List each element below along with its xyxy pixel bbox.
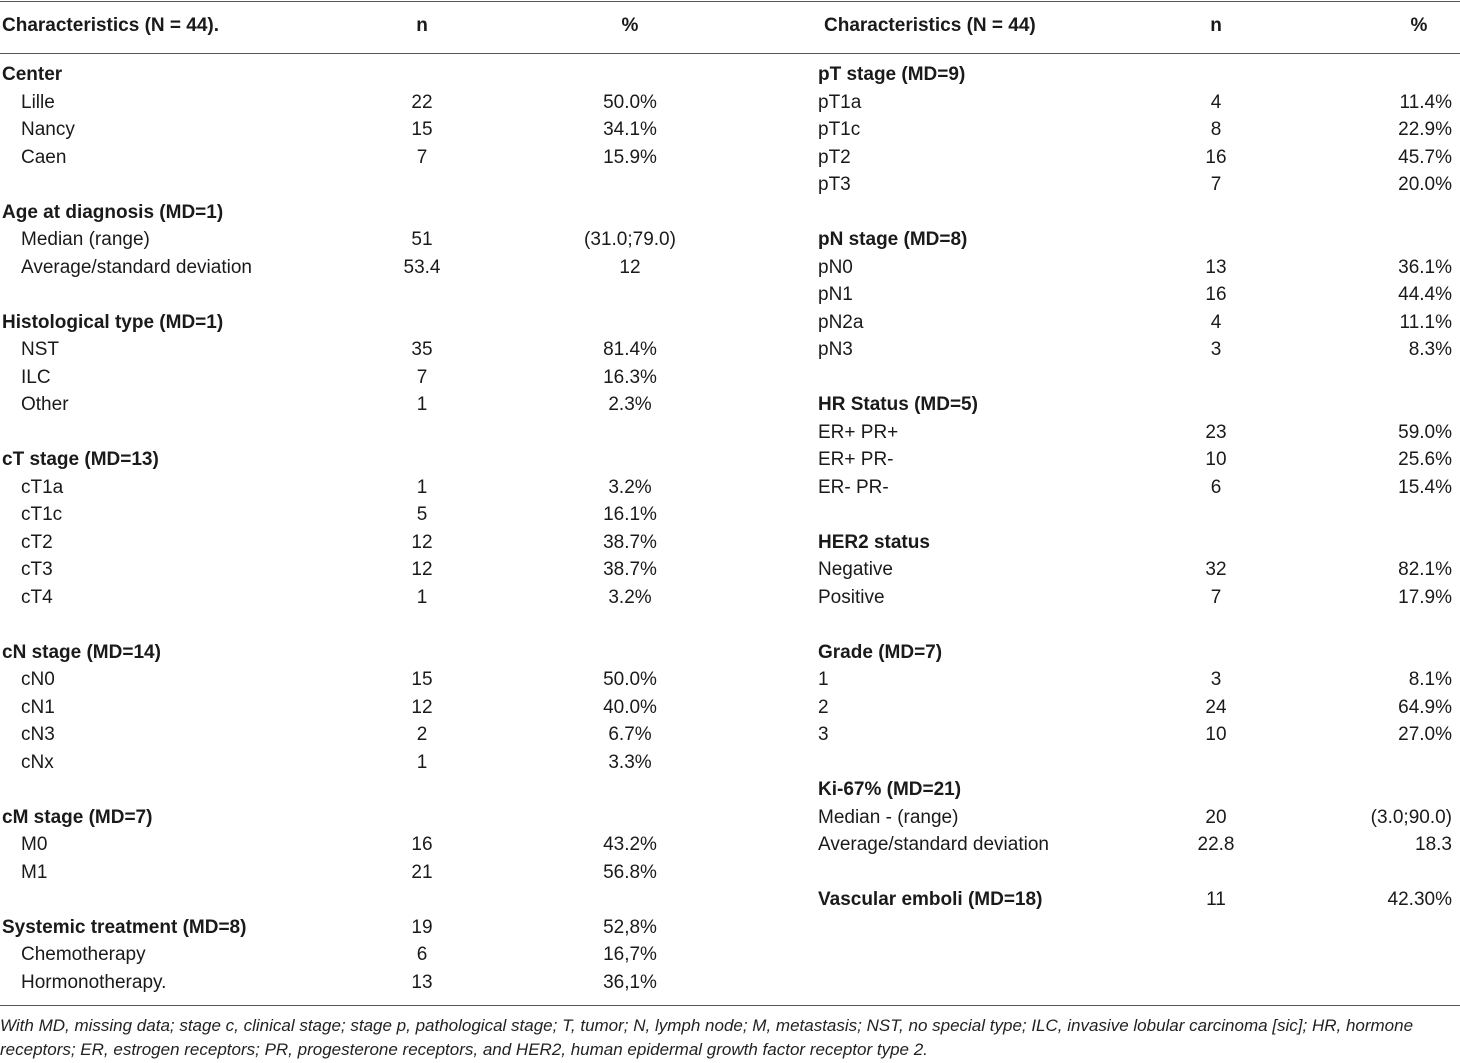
right-row-label: ER- PR- <box>818 477 889 498</box>
right-group-title: Vascular emboli (MD=18) <box>818 889 1043 910</box>
left-row-n: 51 <box>411 229 433 250</box>
right-header-n: n <box>1210 15 1222 36</box>
right-row-label: 1 <box>818 669 829 690</box>
right-group-title: pT stage (MD=9) <box>818 64 966 85</box>
right-row-percent: 82.1% <box>1398 559 1452 580</box>
right-group-title: Grade (MD=7) <box>818 642 943 663</box>
table-rule-bottom <box>0 1005 1460 1006</box>
left-group-title: cT stage (MD=13) <box>2 449 159 470</box>
left-row-percent: 81.4% <box>603 339 657 360</box>
left-row-label: cT3 <box>21 559 53 580</box>
left-row-percent: 34.1% <box>603 119 657 140</box>
left-group-title: Histological type (MD=1) <box>2 312 224 333</box>
left-row-n: 2 <box>416 724 428 745</box>
right-header-percent: % <box>1410 15 1428 36</box>
right-row-label: pN0 <box>818 257 853 278</box>
left-row-label: Median (range) <box>21 229 150 250</box>
left-row-label: Nancy <box>21 119 75 140</box>
right-group-n: 11 <box>1206 889 1226 910</box>
left-row-label: Chemotherapy <box>21 944 146 965</box>
right-row-n: 10 <box>1205 449 1227 470</box>
right-row-n: 4 <box>1210 92 1222 113</box>
left-group-n: 19 <box>411 917 433 938</box>
left-group-title: Center <box>2 64 63 85</box>
left-row-label: M1 <box>21 862 48 883</box>
left-group-title: Systemic treatment (MD=8) <box>2 917 247 938</box>
left-row-n: 15 <box>411 119 433 140</box>
right-row-percent: 25.6% <box>1398 449 1452 470</box>
left-row-label: ILC <box>21 367 51 388</box>
right-row-n: 13 <box>1205 257 1227 278</box>
left-row-label: cN0 <box>21 669 55 690</box>
left-row-label: cN3 <box>21 724 55 745</box>
left-group-title: cN stage (MD=14) <box>2 642 161 663</box>
right-group-title: Ki-67% (MD=21) <box>818 779 962 800</box>
right-row-percent: 64.9% <box>1398 697 1452 718</box>
right-group-percent: 42.30% <box>1387 889 1452 910</box>
left-row-percent: 12 <box>619 257 641 278</box>
right-row-n: 7 <box>1210 174 1222 195</box>
right-row-percent: 11.1% <box>1399 312 1452 333</box>
right-row-percent: 20.0% <box>1398 174 1452 195</box>
left-row-label: NST <box>21 339 59 360</box>
left-row-n: 6 <box>416 944 428 965</box>
right-row-label: Positive <box>818 587 885 608</box>
right-row-percent: 36.1% <box>1398 257 1452 278</box>
right-row-n: 4 <box>1210 312 1222 333</box>
left-row-n: 5 <box>416 504 428 525</box>
left-row-n: 16 <box>411 834 433 855</box>
left-header-characteristics: Characteristics (N = 44). <box>2 15 220 36</box>
left-row-label: cN1 <box>21 697 55 718</box>
right-row-n: 8 <box>1210 119 1222 140</box>
left-row-label: cT4 <box>21 587 53 608</box>
left-row-label: Caen <box>21 147 67 168</box>
left-row-label: Average/standard deviation <box>21 257 252 278</box>
right-row-n: 3 <box>1210 339 1222 360</box>
right-row-label: pT2 <box>818 147 851 168</box>
right-row-percent: 15.4% <box>1398 477 1452 498</box>
right-group-title: HER2 status <box>818 532 930 553</box>
right-row-percent: 11.4% <box>1399 92 1452 113</box>
left-row-percent: 38.7% <box>603 532 657 553</box>
right-row-label: Negative <box>818 559 893 580</box>
left-row-percent: 3.2% <box>608 587 652 608</box>
left-row-n: 1 <box>416 477 428 498</box>
right-row-percent: 8.3% <box>1408 339 1452 360</box>
right-row-n: 10 <box>1205 724 1227 745</box>
right-row-n: 20 <box>1205 807 1227 828</box>
right-row-n: 16 <box>1205 284 1227 305</box>
right-row-label: pN3 <box>818 339 853 360</box>
right-row-label: 3 <box>818 724 829 745</box>
left-row-label: Lille <box>21 92 55 113</box>
right-row-label: ER+ PR+ <box>818 422 899 443</box>
left-row-percent: 2.3% <box>608 394 652 415</box>
left-row-label: cNx <box>21 752 54 773</box>
right-row-percent: 44.4% <box>1398 284 1452 305</box>
right-row-percent: (3.0;90.0) <box>1370 807 1452 828</box>
right-row-percent: 8.1% <box>1408 669 1452 690</box>
left-row-n: 7 <box>416 147 428 168</box>
right-row-n: 6 <box>1210 477 1222 498</box>
left-row-n: 15 <box>411 669 433 690</box>
left-header-n: n <box>416 15 428 36</box>
left-row-n: 1 <box>416 587 428 608</box>
right-row-label: ER+ PR- <box>818 449 894 470</box>
left-row-percent: 50.0% <box>603 669 657 690</box>
left-header-percent: % <box>621 15 639 36</box>
left-row-percent: 43.2% <box>603 834 657 855</box>
right-row-label: pN1 <box>818 284 853 305</box>
left-row-percent: (31.0;79.0) <box>584 229 676 250</box>
left-row-n: 21 <box>411 862 433 883</box>
right-row-n: 23 <box>1205 422 1227 443</box>
right-row-label: pT3 <box>818 174 851 195</box>
right-row-percent: 18.3 <box>1415 834 1452 855</box>
left-row-percent: 16.1% <box>603 504 657 525</box>
left-row-label: cT1a <box>21 477 64 498</box>
right-row-label: 2 <box>818 697 829 718</box>
right-row-percent: 22.9% <box>1398 119 1452 140</box>
right-row-percent: 45.7% <box>1398 147 1452 168</box>
left-row-n: 35 <box>411 339 433 360</box>
left-group-title: cM stage (MD=7) <box>2 807 153 828</box>
left-row-n: 13 <box>411 972 433 993</box>
right-row-label: pN2a <box>818 312 864 333</box>
right-row-label: Average/standard deviation <box>818 834 1049 855</box>
left-row-percent: 3.3% <box>608 752 652 773</box>
right-row-n: 3 <box>1210 669 1222 690</box>
right-row-n: 7 <box>1210 587 1222 608</box>
left-row-n: 1 <box>416 394 428 415</box>
right-group-title: HR Status (MD=5) <box>818 394 978 415</box>
left-row-n: 53.4 <box>403 257 441 278</box>
left-row-n: 12 <box>411 559 433 580</box>
left-row-percent: 3.2% <box>608 477 652 498</box>
left-row-n: 12 <box>411 697 433 718</box>
right-row-label: Median - (range) <box>818 807 959 828</box>
table-footnote: With MD, missing data; stage c, clinical stage; stage p, pathological stage; T, tumor; N, lymph node; M, metastasis; NST, no special type; ILC, invasive lobular carcinoma [sic]; HR, hormone receptors; ER, estrogen receptors; PR, progesterone receptors, and HER2, human epidermal growth factor receptor type 2. <box>0 1016 1414 1059</box>
left-row-label: M0 <box>21 834 48 855</box>
right-row-label: pT1c <box>818 119 861 140</box>
right-row-percent: 17.9% <box>1398 587 1452 608</box>
left-row-label: Hormonotherapy. <box>21 972 167 993</box>
right-header-characteristics: Characteristics (N = 44) <box>824 15 1036 36</box>
right-row-percent: 59.0% <box>1398 422 1452 443</box>
left-row-percent: 38.7% <box>603 559 657 580</box>
left-row-n: 12 <box>411 532 433 553</box>
left-row-percent: 16,7% <box>603 944 657 965</box>
table-rule-top <box>0 1 1460 2</box>
left-group-title: Age at diagnosis (MD=1) <box>2 202 224 223</box>
left-row-n: 1 <box>416 752 428 773</box>
left-group-percent: 52,8% <box>603 917 657 938</box>
left-row-percent: 6.7% <box>608 724 652 745</box>
left-row-label: cT2 <box>21 532 53 553</box>
right-row-n: 16 <box>1205 147 1227 168</box>
right-row-n: 32 <box>1205 559 1227 580</box>
right-group-title: pN stage (MD=8) <box>818 229 968 250</box>
left-row-percent: 56.8% <box>603 862 657 883</box>
left-row-n: 7 <box>416 367 428 388</box>
right-row-label: pT1a <box>818 92 862 113</box>
right-row-percent: 27.0% <box>1398 724 1452 745</box>
right-row-n: 24 <box>1205 697 1227 718</box>
left-row-n: 22 <box>411 92 433 113</box>
right-row-n: 22.8 <box>1197 834 1235 855</box>
left-row-percent: 50.0% <box>603 92 657 113</box>
left-row-percent: 36,1% <box>603 972 657 993</box>
table-rule-header <box>0 53 1460 54</box>
left-row-percent: 16.3% <box>603 367 657 388</box>
left-row-label: cT1c <box>21 504 63 525</box>
left-row-label: Other <box>21 394 69 415</box>
left-row-percent: 15.9% <box>603 147 657 168</box>
left-row-percent: 40.0% <box>603 697 657 718</box>
